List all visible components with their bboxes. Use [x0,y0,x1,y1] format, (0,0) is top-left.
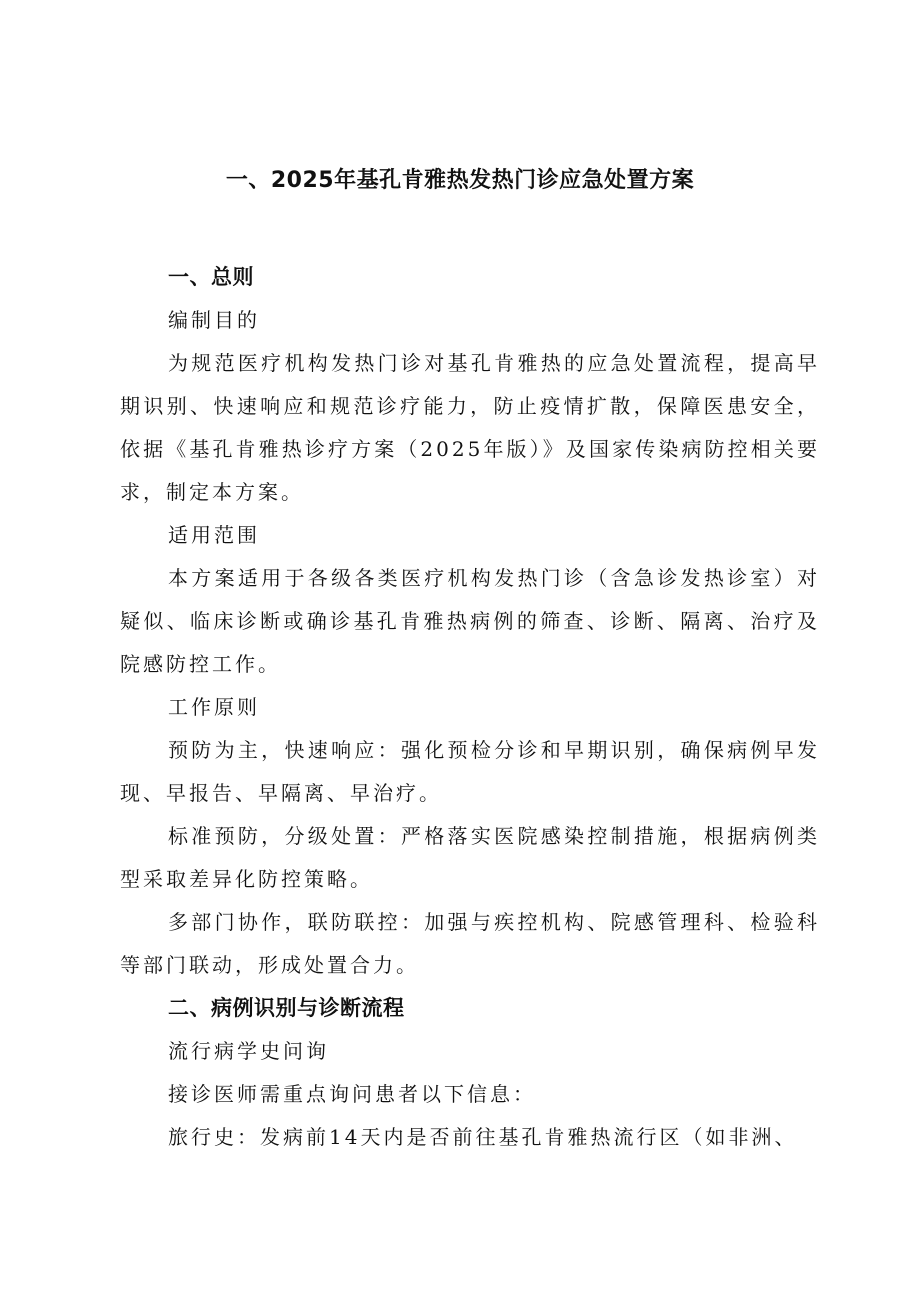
principle-paragraph: 标准预防，分级处置：严格落实医院感染控制措施，根据病例类型采取差异化防控策略。 [120,824,820,891]
principle-paragraph: 多部门协作，联防联控：加强与疾控机构、院感管理科、检验科等部门联动，形成处置合力。 [120,910,820,977]
document-body [120,256,820,1159]
section-heading-general: 一、总则 [168,265,254,289]
intro-paragraph: 接诊医师需重点询问患者以下信息： [168,1082,536,1106]
section-heading-identification: 二、病例识别与诊断流程 [168,996,405,1020]
travel-history-paragraph: 旅行史：发病前14天内是否前往基孔肯雅热流行区（如非洲、 [168,1125,798,1149]
principle-paragraph: 预防为主，快速响应：强化预检分诊和早期识别，确保病例早发现、早报告、早隔离、早治疗。 [120,738,820,805]
subsection-history-label: 流行病学史问询 [168,1039,329,1063]
purpose-paragraph: 为规范医疗机构发热门诊对基孔肯雅热的应急处置流程，提高早期识别、快速响应和规范诊疗能力，防止疫情扩散，保障医患安全，依据《基孔肯雅热诊疗方案（2025年版）》及国家传染病防控相关要求，制定本方案。 [120,351,820,504]
subsection-principles-label: 工作原则 [168,695,260,719]
subsection-scope-label: 适用范围 [168,523,260,547]
subsection-purpose-label: 编制目的 [168,308,260,332]
document-title: 一、2025年基孔肯雅热发热门诊应急处置方案 [225,168,695,193]
scope-paragraph: 本方案适用于各级各类医疗机构发热门诊（含急诊发热诊室）对疑似、临床诊断或确诊基孔肯雅热病例的筛查、诊断、隔离、治疗及院感防控工作。 [120,566,820,676]
